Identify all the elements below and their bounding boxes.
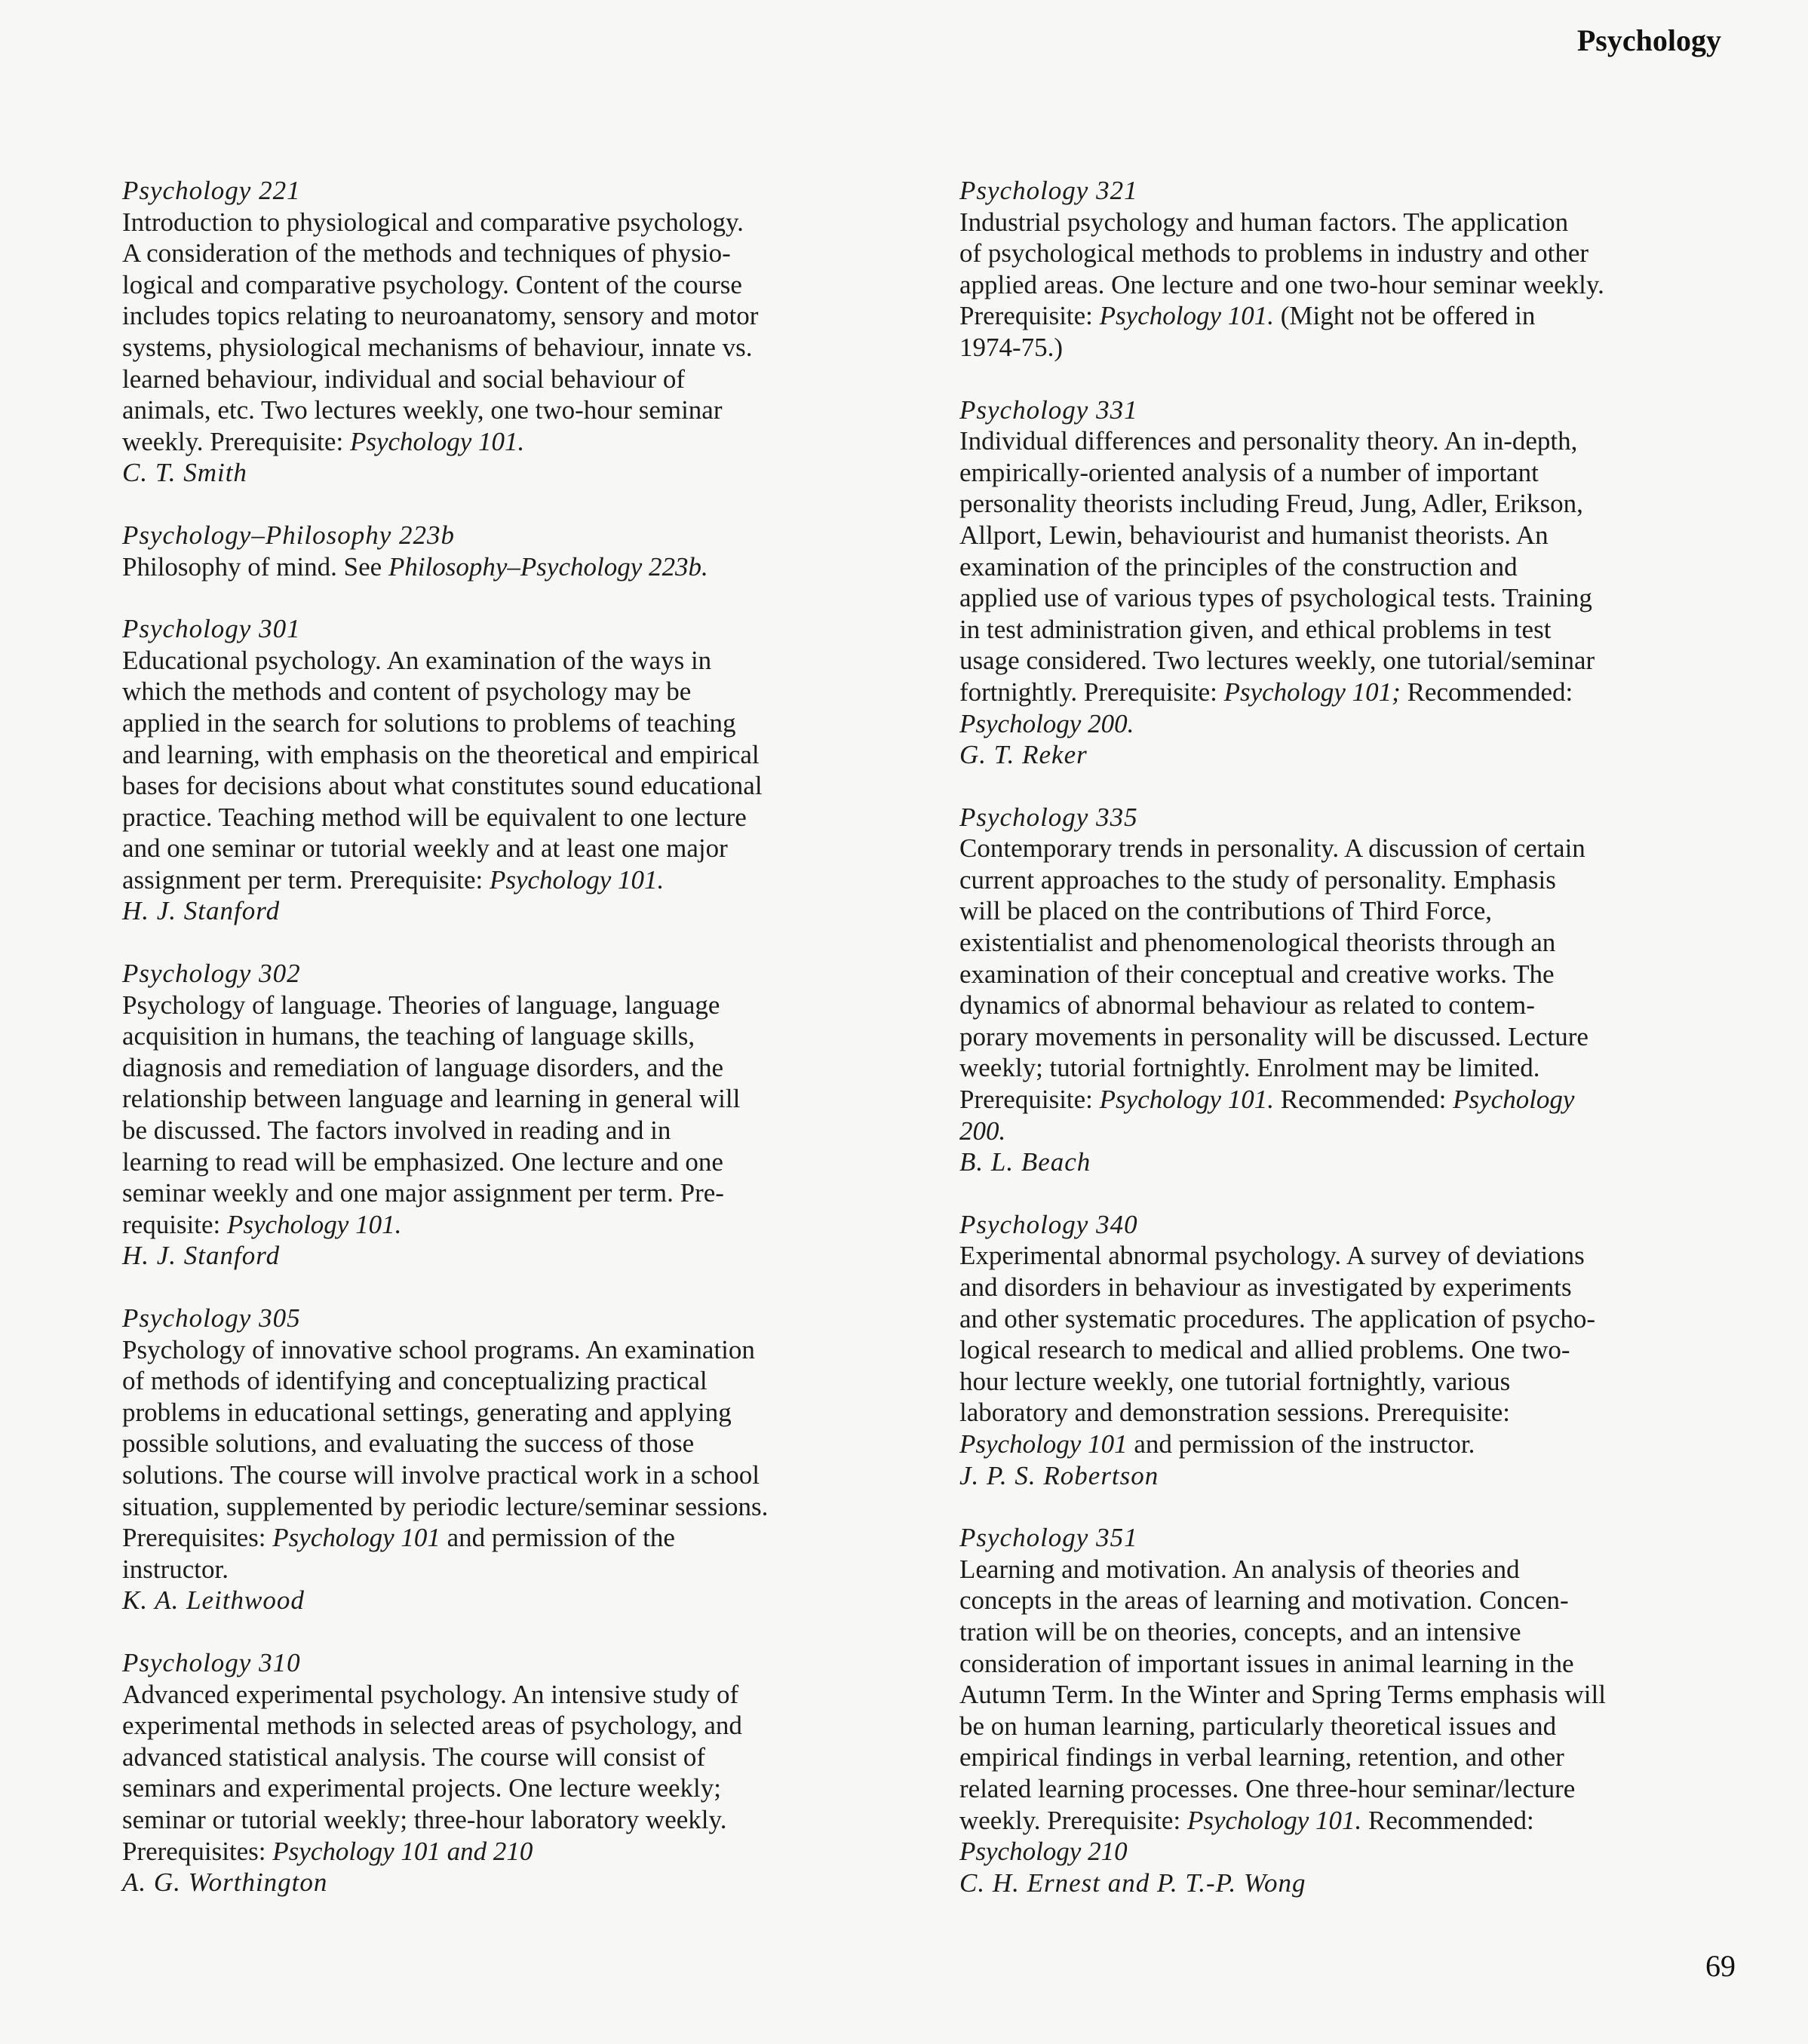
course-text: Recommended:	[1273, 1085, 1453, 1115]
course-reference: Psychology 200.	[959, 1085, 1575, 1146]
course-code: Psychology 301	[122, 614, 301, 644]
course-instructor: A. G. Worthington	[122, 1868, 328, 1898]
course-entry	[959, 1209, 1744, 1491]
course-code: Psychology 321	[959, 176, 1138, 205]
course-entry	[959, 175, 1744, 364]
course-entry	[122, 1647, 907, 1898]
course-reference: Psychology 101.	[1099, 1085, 1274, 1115]
course-instructor: G. T. Reker	[959, 740, 1088, 770]
course-text: Experimental abnormal psychology. A survey of deviations and disorders in behaviour as investigated by experiments and other systematic procedures. The application of psycho- logical research to medical and allied problems. One two- hour lecture weekly, one tutorial fortnightly, various laboratory and demonstration sessions. Prerequisite:	[959, 1241, 1595, 1428]
course-text: Introduction to physiological and comparative psychology. A consideration of the methods and techniques of physio- logical and comparative psychology. Content of the course includes topics relating to neuroanatomy, sensory and motor systems, physiological mechanisms of behaviour, innate vs. learned behaviour, individual and social behaviour of animals, etc. Two lectures weekly, one two-hour seminar weekly. Prerequisite:	[122, 207, 759, 456]
course-code: Psychology 331	[959, 394, 1138, 425]
course-description	[122, 990, 907, 1241]
course-description	[122, 645, 907, 896]
course-entry	[122, 613, 907, 927]
course-code: Psychology 221	[122, 176, 301, 205]
course-instructor: C. H. Ernest and P. T.-P. Wong	[959, 1868, 1306, 1898]
course-text: Psychology of innovative school programs. An examination of methods of identifying and conceptualizing practical problems in educational settings, generating and applying possible solutions, and evaluating the success of those solutions. The course will involve practical work in a school situation, supplemented by periodic lecture/seminar sessions. Prerequisites:	[122, 1334, 769, 1553]
course-description	[122, 1679, 907, 1868]
course-text: Individual differences and personality theory. An in-depth, empirically-oriented analysis of a number of important personality theorists including Freud, Jung, Adler, Erikson, Allport, Lewin, behaviourist and humanist theorists. An examination of the principles of the construction and applied use of various types of psychological tests. Training in test administration given, and ethical problems in test usage considered. Two lectures weekly, one tutorial/seminar fortnightly. Prerequisite:	[959, 426, 1595, 707]
course-instructor: K. A. Leithwood	[122, 1585, 305, 1616]
course-entry	[122, 520, 907, 582]
course-reference: Psychology 101.	[489, 864, 665, 895]
right-column	[959, 175, 1744, 1929]
course-reference: Psychology 200.	[959, 708, 1134, 738]
course-reference: Psychology 210	[959, 1837, 1128, 1867]
course-entry	[122, 1303, 907, 1616]
course-description	[959, 425, 1744, 739]
course-reference: Psychology 101;	[1223, 677, 1401, 707]
course-reference: Psychology 101	[959, 1429, 1128, 1459]
course-text: Recommended:	[1407, 677, 1573, 707]
course-code: Psychology–Philosophy 223b	[122, 520, 456, 550]
course-instructor: H. J. Stanford	[122, 896, 281, 926]
course-reference: Psychology 101.	[349, 426, 525, 456]
course-text: Psychology of language. Theories of language, language acquisition in humans, the teaching of language skills, diagnosis and remediation of language disorders, and the relationship between language and learning in general will be discussed. The factors involved in reading and in learning to read will be emphasized. One lecture and one seminar weekly and one major assignment per term. Pre- requisite:	[122, 990, 741, 1239]
course-reference: Psychology 101.	[1099, 301, 1274, 331]
course-text: Recommended:	[1368, 1805, 1534, 1835]
course-instructor: C. T. Smith	[122, 458, 247, 488]
course-description	[122, 207, 907, 458]
course-text: Advanced experimental psychology. An intensive study of experimental methods in selected areas of psychology, and advanced statistical analysis. The course will consist of seminars and experimental projects. One lecture weekly; seminar or tutorial weekly; three-hour laboratory weekly. Prerequisites:	[122, 1679, 742, 1866]
course-description	[122, 1334, 907, 1585]
course-text: Learning and motivation. An analysis of theories and concepts in the areas of learning and motivation. Concen- tration will be on theories, concepts, and an intensive consideration of important issues in animal learning in the Autumn Term. In the Winter and Spring Terms emphasis will be on human learning, particularly theoretical issues and empirical findings in verbal learning, retention, and other related learning processes. One three-hour seminar/lecture weekly. Prerequisite:	[959, 1554, 1606, 1835]
course-reference: Psychology 101 and 210	[272, 1836, 533, 1866]
course-instructor: H. J. Stanford	[122, 1241, 281, 1271]
course-entry	[122, 175, 907, 489]
course-code: Psychology 335	[959, 802, 1138, 832]
course-code: Psychology 305	[122, 1303, 301, 1333]
course-text: Industrial psychology and human factors. The application of psychological methods to problems in industry and other applied areas. One lecture and one two-hour seminar weekly. Prerequisite:	[959, 207, 1604, 331]
course-reference: Psychology 101.	[227, 1209, 402, 1239]
course-code: Psychology 310	[122, 1647, 301, 1677]
course-entry	[959, 1522, 1744, 1898]
course-description	[959, 1240, 1744, 1459]
course-code: Psychology 302	[122, 959, 301, 989]
course-description	[959, 207, 1744, 364]
left-column	[122, 175, 907, 1929]
course-text: (Might not be offered in 1974-75.)	[959, 301, 1536, 362]
course-reference: Psychology 101	[272, 1523, 440, 1553]
course-instructor: B. L. Beach	[959, 1147, 1091, 1177]
course-entry	[959, 394, 1744, 771]
course-text: Contemporary trends in personality. A discussion of certain current approaches to the study of personality. Emphasis will be placed on the contributions of Third Force, existentialist and phenomenological theorists through an examination of their conceptual and creative works. The dynamics of abnormal behaviour as related to contem- porary movements in personality will be discussed. Lecture weekly; tutorial fortnightly. Enrolment may be limited. Prerequisite:	[959, 833, 1589, 1115]
page-header-title: Psychology	[1576, 23, 1721, 57]
course-entry	[959, 802, 1744, 1178]
course-text: Educational psychology. An examination of the ways in which the methods and content of psychology may be applied in the search for solutions to problems of teaching and learning, with emphasis on the theoretical and empirical bases for decisions about what constitutes sound educational practice. Teaching method will be equivalent to one lecture and one seminar or tutorial weekly and at least one major assignment per term. Prerequisite:	[122, 645, 763, 895]
page-number: 69	[1705, 1949, 1736, 1983]
course-entry	[122, 958, 907, 1272]
course-reference: Philosophy–Psychology 223b.	[388, 551, 708, 582]
course-text: Philosophy of mind. See	[122, 551, 388, 582]
course-text: and permission of the instructor.	[1127, 1429, 1475, 1459]
course-text: and permission of the instructor.	[122, 1523, 675, 1584]
course-code: Psychology 340	[959, 1209, 1138, 1239]
course-code: Psychology 351	[959, 1523, 1138, 1553]
course-description	[959, 1554, 1744, 1868]
course-instructor: J. P. S. Robertson	[959, 1460, 1159, 1490]
course-description	[122, 551, 907, 583]
course-description	[959, 833, 1744, 1146]
course-reference: Psychology 101.	[1186, 1805, 1362, 1835]
